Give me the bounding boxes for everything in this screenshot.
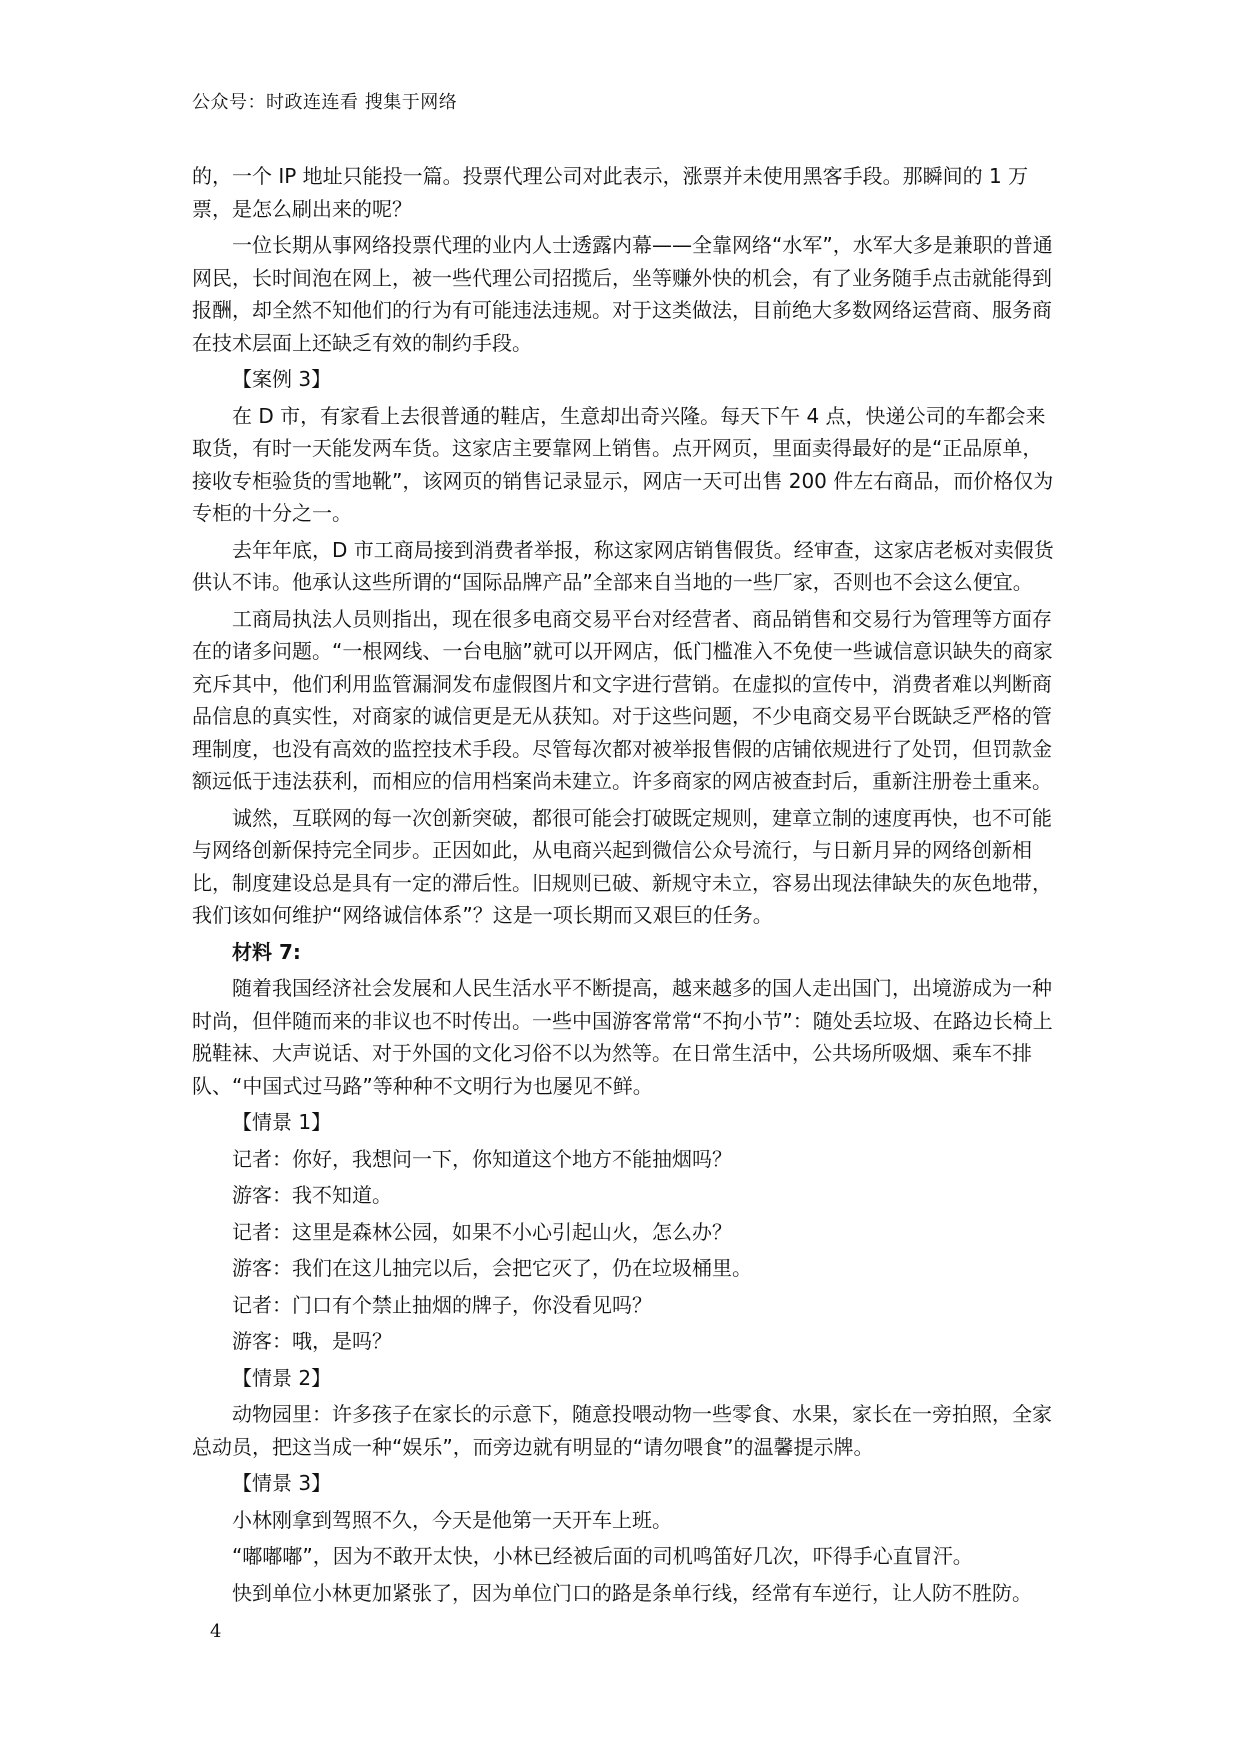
dialogue-line: 游客：我不知道。 bbox=[232, 1183, 392, 1207]
paragraph: “嘟嘟嘟”，因为不敢开太快，小林已经被后面的司机鸣笛好几次，吓得手心直冒汗。 bbox=[232, 1544, 973, 1568]
paragraph: 快到单位小林更加紧张了，因为单位门口的路是条单行线，经常有车逆行，让人防不胜防。 bbox=[232, 1580, 1032, 1605]
paragraph: 随着我国经济社会发展和人民生活水平不断提高，越来越多的国人走出国门，出境游成为一种时尚，但伴随而来的非议也不时传出。一些中国游客常常“不拘小节”：随处丢垃圾、在路边长椅上脱鞋袜、大声说话、对于外国的文化习俗不以为然等。在日常生活中，公共场所吸烟、乘车不排队、“中国式过马路”等种种不文明行为也屡见不鲜。 bbox=[192, 976, 1053, 1098]
case-heading: 【案例 3】 bbox=[232, 367, 332, 391]
scene-heading: 【情景 2】 bbox=[232, 1365, 332, 1390]
paragraph: 小林刚拿到驾照不久，今天是他第一天开车上班。 bbox=[232, 1507, 672, 1532]
dialogue-line: 记者：这里是森林公园，如果不小心引起山火，怎么办？ bbox=[232, 1219, 732, 1244]
page-header: 公众号：时政连连看 搜集于网络 bbox=[192, 92, 458, 113]
paragraph: 的，一个 IP 地址只能投一篇。投票代理公司对此表示，涨票并未使用黑客手段。那瞬间的 1 万票，是怎么刷出来的呢？ bbox=[192, 164, 1029, 221]
paragraph: 工商局执法人员则指出，现在很多电商交易平台对经营者、商品销售和交易行为管理等方面存在的诸多问题。“一根网线、一台电脑”就可以开网店，低门槛准入不免使一些诚信意识缺失的商家充斥其中，他们利用监管漏洞发布虚假图片和文字进行营销。在虚拟的宣传中，消费者难以判断商品信息的真实性，对商家的诚信更是无从获知。对于这些问题，不少电商交易平台既缺乏严格的管理制度，也没有高效的监控技术手段。尽管每次都对被举报售假的店铺依规进行了处罚，但罚款金额远低于违法获利，而相应的信用档案尚未建立。许多商家的网店被查封后，重新注册卷土重来。 bbox=[192, 606, 1053, 793]
page-number: 4 bbox=[210, 1621, 222, 1642]
dialogue-line: 游客：我们在这儿抽完以后，会把它灭了，仍在垃圾桶里。 bbox=[232, 1256, 752, 1280]
section-heading: 材料 7: bbox=[232, 939, 301, 964]
paragraph: 在 D 市，有家看上去很普通的鞋店，生意却出奇兴隆。每天下午 4 点，快递公司的车都会来取货，有时一天能发两车货。这家店主要靠网上销售。点开网页，里面卖得最好的是“正品原单，接收专柜验货的雪地靴”，该网页的销售记录显示，网店一天可出售 200 件左右商品，而价格仅为专柜的十分之一。 bbox=[192, 403, 1054, 525]
paragraph: 动物园里：许多孩子在家长的示意下，随意投喂动物一些零食、水果，家长在一旁拍照，全家总动员，把这当成一种“娱乐”，而旁边就有明显的“请勿喂食”的温馨提示牌。 bbox=[192, 1402, 1052, 1459]
document-body bbox=[192, 160, 1054, 1613]
scene-heading: 【情景 3】 bbox=[232, 1471, 332, 1495]
paragraph: 诚然，互联网的每一次创新突破，都很可能会打破既定规则，建章立制的速度再快，也不可能与网络创新保持完全同步。正因如此，从电商兴起到微信公众号流行，与日新月异的网络创新相比，制度建设总是具有一定的滞后性。旧规则已破、新规守未立，容易出现法律缺失的灰色地带，我们该如何维护“网络诚信体系”？这是一项长期而又艰巨的任务。 bbox=[192, 805, 1052, 927]
dialogue-line: 记者：门口有个禁止抽烟的牌子，你没看见吗？ bbox=[232, 1292, 652, 1317]
scene-heading: 【情景 1】 bbox=[232, 1110, 332, 1134]
dialogue-line: 记者：你好，我想问一下，你知道这个地方不能抽烟吗？ bbox=[232, 1146, 732, 1171]
paragraph: 一位长期从事网络投票代理的业内人士透露内幕——全靠网络“水军”，水军大多是兼职的普通网民，长时间泡在网上，被一些代理公司招揽后，坐等赚外快的机会，有了业务随手点击就能得到报酬，却全然不知他们的行为有可能违法违规。对于这类做法，目前绝大多数网络运营商、服务商在技术层面上还缺乏有效的制约手段。 bbox=[192, 233, 1053, 355]
paragraph: 去年年底，D 市工商局接到消费者举报，称这家网店销售假货。经审查，这家店老板对卖假货供认不讳。他承认这些所谓的“国际品牌产品”全部来自当地的一些厂家，否则也不会这么便宜。 bbox=[192, 537, 1054, 594]
dialogue-line: 游客：哦，是吗？ bbox=[232, 1329, 392, 1353]
